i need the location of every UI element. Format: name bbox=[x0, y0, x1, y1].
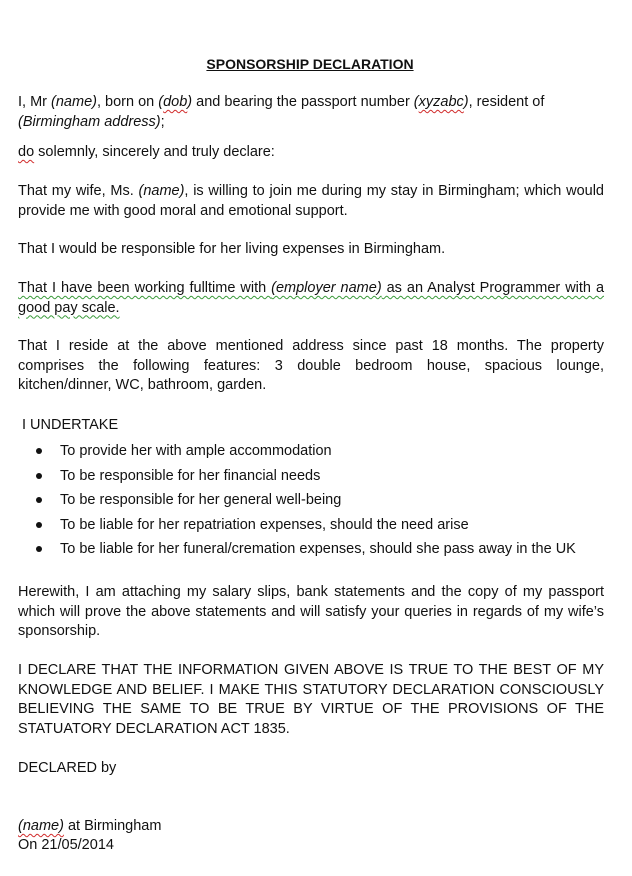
attachments-paragraph: Herewith, I am attaching my salary slips, bank statements and the copy of my passport which will prove the above statements and will satisfy your queries in regards of my wife’s sponsorship. bbox=[18, 584, 604, 639]
list-item: To be liable for her funeral/cremation expenses, should she pass away in the UK bbox=[36, 540, 576, 565]
list-item: To be responsible for her financial needs bbox=[36, 467, 576, 492]
bullet-icon bbox=[36, 448, 42, 454]
list-item: To be liable for her repatriation expenses, should the need arise bbox=[36, 516, 576, 541]
declaration-paragraph: I DECLARE THAT THE INFORMATION GIVEN ABOVE IS TRUE TO THE BEST OF MY KNOWLEDGE AND BELIEF. I MAKE THIS STATUTORY DECLARATION CONSCIOUSLY BELIEVING THE SAME TO BE TRUE BY VIRTUE OF THE PROVISIONS OF THE STATUATORY DECLARATION ACT 1835. bbox=[18, 662, 604, 737]
list-item: To provide her with ample accommodation bbox=[36, 442, 576, 467]
passport-placeholder: (xyzabc) bbox=[413, 94, 469, 110]
signature-name-placeholder: (name) bbox=[18, 818, 64, 834]
intro-paragraph bbox=[18, 93, 604, 132]
intro-text: ; bbox=[160, 113, 165, 130]
declared-by-label: DECLARED by bbox=[18, 760, 117, 776]
expenses-paragraph: That I would be responsible for her living expenses in Birmingham. bbox=[18, 241, 446, 257]
bullet-icon bbox=[36, 522, 42, 528]
intro-text: I, Mr bbox=[18, 94, 52, 110]
bullet-icon bbox=[36, 546, 42, 552]
declarant-name-placeholder: (name) bbox=[51, 94, 97, 110]
document-title: SPONSORSHIP DECLARATION bbox=[206, 56, 414, 72]
intro-text: , resident of bbox=[468, 94, 545, 110]
address-placeholder: (Birmingham address) bbox=[18, 113, 161, 130]
wife-name-placeholder: (name) bbox=[138, 183, 185, 199]
bullet-icon bbox=[36, 473, 42, 479]
list-item: To be responsible for her general well-being bbox=[36, 491, 576, 516]
undertake-heading: I UNDERTAKE bbox=[22, 417, 119, 433]
solemn-declare-line: do solemnly, sincerely and truly declare: bbox=[18, 144, 275, 160]
intro-text: , born on bbox=[96, 94, 159, 110]
bullet-icon bbox=[36, 497, 42, 503]
residence-paragraph: That I reside at the above mentioned address since past 18 months. The property comprises the following features: 3 double bedroom house, spacious lounge, kitchen/dinner, WC, bathroom, garden. bbox=[18, 338, 604, 393]
signature-line: (name) at Birmingham bbox=[18, 818, 162, 834]
do-word: do bbox=[18, 144, 35, 160]
dob-placeholder: (dob) bbox=[158, 94, 193, 110]
employer-placeholder: (employer name) bbox=[271, 280, 382, 296]
intro-text: and bearing the passport number bbox=[192, 94, 414, 110]
wife-paragraph: That my wife, Ms. (name), is willing to join me during my stay in Birmingham; which would provide me with good moral and emotional support. bbox=[18, 183, 604, 219]
date-line: On 21/05/2014 bbox=[18, 837, 114, 853]
employment-paragraph: That I have been working fulltime with (employer name) as an Analyst Programmer with a good pay scale. bbox=[18, 280, 605, 316]
undertakings-list bbox=[36, 442, 576, 565]
